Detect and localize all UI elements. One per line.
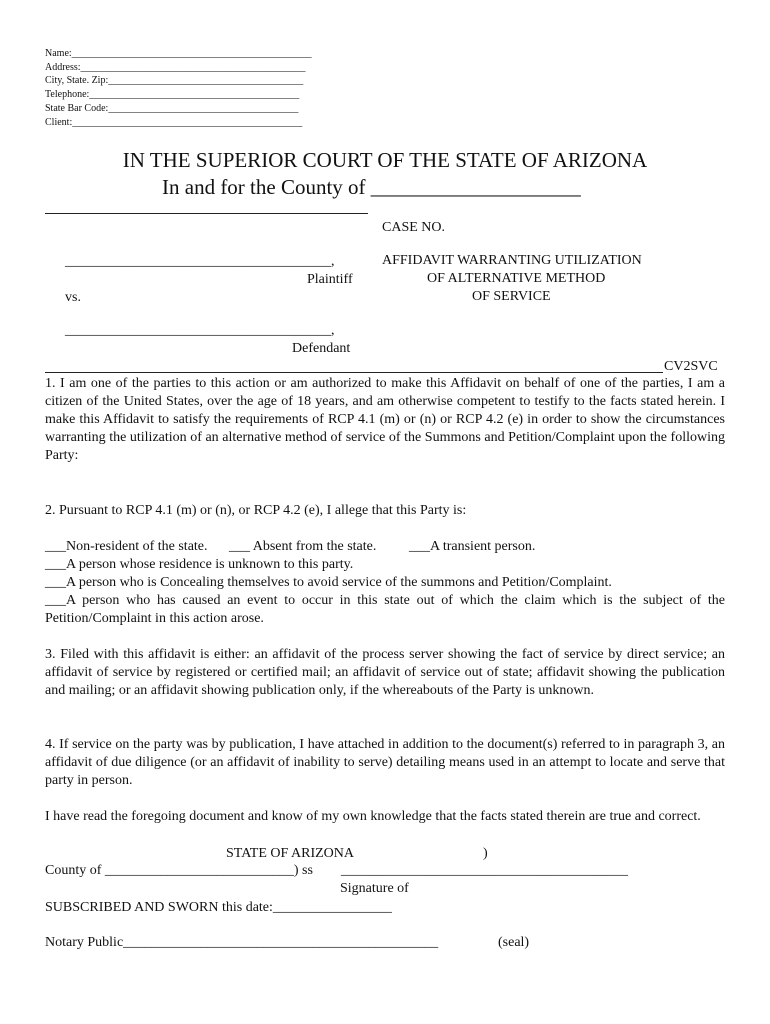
form-code: CV2SVC [664,359,718,374]
plaintiff-field[interactable]: ______________________________________, [65,254,335,269]
state-bar-code-field[interactable]: State Bar Code:______________________________________ [45,103,299,114]
option-absent[interactable]: ___ Absent from the state. [229,539,377,554]
address-field[interactable]: Address:_____________________________________________ [45,62,306,73]
option-non-resident[interactable]: ___Non-resident of the state. [45,539,208,554]
paragraph-5: I have read the foregoing document and know of my own knowledge that the facts stated therein are true and correct. [45,809,701,824]
notary-public-field[interactable]: Notary Public_____________________________________________ [45,935,439,950]
signature-line[interactable]: _________________________________________ [341,863,628,878]
document-title-line-1: AFFIDAVIT WARRANTING UTILIZATION [382,253,642,268]
county-line[interactable]: In and for the County of ____________________ [162,175,581,199]
court-title: IN THE SUPERIOR COURT OF THE STATE OF ARIZONA [122,148,648,172]
document-title-line-2: OF ALTERNATIVE METHOD [427,271,606,286]
defendant-label: Defendant [292,341,351,356]
signature-label: Signature of [340,881,409,896]
option-concealing[interactable]: ___A person who is Concealing themselves to avoid service of the summons and Petition/Complaint. [45,575,612,590]
client-field[interactable]: Client:______________________________________________ [45,117,303,128]
case-number-label: CASE NO. [382,220,446,235]
defendant-field[interactable]: ______________________________________, [65,323,335,338]
venue-paren: ) [483,846,488,861]
venue-county-field[interactable]: County of ___________________________) ss [45,863,313,878]
paragraph-4: 4. If service on the party was by publication, I have attached in addition to the document(s) referred to in paragraph 3, an affidavit of due diligence (or an affidavit of inability to serve) detailing means used in an attempt to locate and serve that party in person. [45,737,725,788]
telephone-field[interactable]: Telephone:__________________________________________ [45,89,300,100]
document-title-line-3: OF SERVICE [472,289,551,304]
subscribed-date-field[interactable]: SUBSCRIBED AND SWORN this date:_________________ [45,900,392,915]
option-transient[interactable]: ___A transient person. [409,539,536,554]
caption-bottom-rule [45,372,663,373]
versus-label: vs. [65,290,81,305]
paragraph-3: 3. Filed with this affidavit is either: an affidavit of the process server showing the fact of service by direct service; an affidavit of service by registered or certified mail; an affidavit of service out of state; affidavit showing the publication and mailing; or an affidavit showing publication only, if the whereabouts of the Party is unknown. [45,647,725,698]
venue-state: STATE OF ARIZONA [226,846,354,861]
seal-label: (seal) [498,935,530,950]
name-field[interactable]: Name:________________________________________________ [45,48,312,59]
caption-top-rule [45,213,368,214]
plaintiff-label: Plaintiff [307,272,353,287]
paragraph-2: 2. Pursuant to RCP 4.1 (m) or (n), or RCP 4.2 (e), I allege that this Party is: [45,503,467,518]
city-state-zip-field[interactable]: City, State. Zip:_______________________________________ [45,75,304,86]
option-caused-event[interactable]: ___A person who has caused an event to occur in this state out of which the claim which is the subject of the Petition/Complaint in this action arose. [45,593,725,626]
option-residence-unknown[interactable]: ___A person whose residence is unknown to this party. [45,557,354,572]
paragraph-1: 1. I am one of the parties to this action or am authorized to make this Affidavit on behalf of one of the parties, I am a citizen of the United States, over the age of 18 years, and am otherwise competent to testify to the facts stated herein. I make this Affidavit to satisfy the requirements of RCP 4.1 (m) or (n) or RCP 4.2 (e) in order to show the circumstances warranting the utilization of an alternative method of service of the Summons and Petition/Complaint upon the following Party: [45,376,725,463]
